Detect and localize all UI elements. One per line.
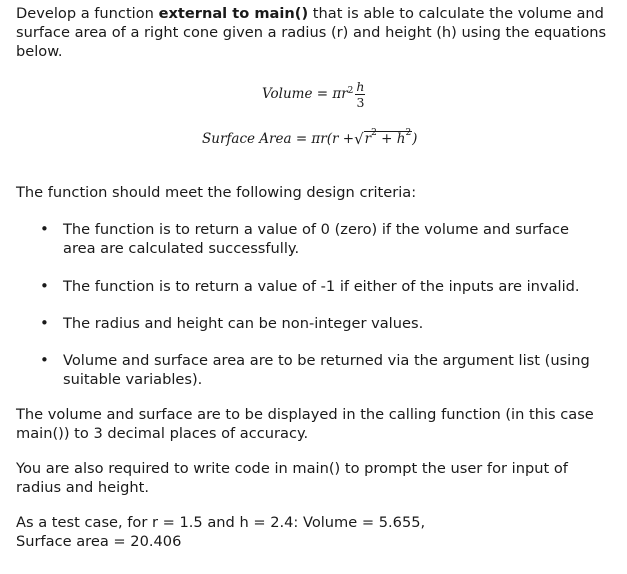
list-item-text: The radius and height can be non-integer values.: [63, 315, 424, 332]
radicand-exponent-1: 2: [371, 127, 377, 138]
bullet-icon: •: [40, 220, 49, 238]
list-item: [16, 220, 606, 258]
surface-close-paren: ): [412, 131, 418, 147]
radicand: [364, 127, 413, 147]
surface-equation-label: Surface Area = πr(r +: [202, 131, 355, 147]
list-item: [16, 277, 606, 296]
volume-fraction: [355, 80, 365, 109]
intro-text-start: Develop a function: [16, 5, 159, 22]
list-item-text: Volume and surface area are to be returned via the argument list (using suitable variables).: [63, 352, 590, 388]
prompt-paragraph: You are also required to write code in main() to prompt the user for input of radius and height.: [16, 460, 568, 496]
intro-paragraph: [16, 4, 616, 61]
intro-bold-text: external to main(): [158, 5, 309, 22]
list-item: [16, 351, 606, 389]
radical-sign: √: [354, 130, 364, 148]
radicand-exponent-2: 2: [405, 127, 412, 138]
bullet-icon: •: [40, 277, 49, 295]
volume-fraction-numerator: h: [356, 78, 365, 94]
volume-fraction-denominator: 3: [356, 94, 365, 110]
radicand-r: r: [364, 131, 372, 147]
test-case-paragraph: [16, 513, 616, 551]
radicand-plus-h: + h: [376, 131, 406, 147]
bullet-icon: •: [40, 351, 49, 369]
square-root: [354, 127, 412, 148]
surface-area-equation: [202, 128, 417, 150]
test-case-line-1: As a test case, for r = 1.5 and h = 2.4: Volume = 5.655,: [16, 514, 426, 531]
volume-equation-label: Volume = πr: [262, 86, 348, 102]
list-item-text: The function is to return a value of 0 (zero) if the volume and surface area are calculated successfully.: [63, 221, 570, 257]
test-case-line-2: Surface area = 20.406: [16, 533, 182, 550]
list-item-text: The function is to return a value of -1 if either of the inputs are invalid.: [63, 278, 580, 295]
bullet-icon: •: [40, 314, 49, 332]
criteria-intro: The function should meet the following design criteria:: [16, 184, 417, 201]
volume-equation: Volume = πr $^2$ $\frac{h}{3}$: [262, 78, 365, 110]
intro-text-end: that is able to calculate the volume and surface area of a right cone given a radius (r) and height (h) using the equations below.: [16, 5, 607, 60]
display-paragraph: The volume and surface are to be displayed in the calling function (in this case main()) to 3 decimal places of accuracy.: [16, 406, 594, 442]
list-item: [16, 314, 606, 333]
